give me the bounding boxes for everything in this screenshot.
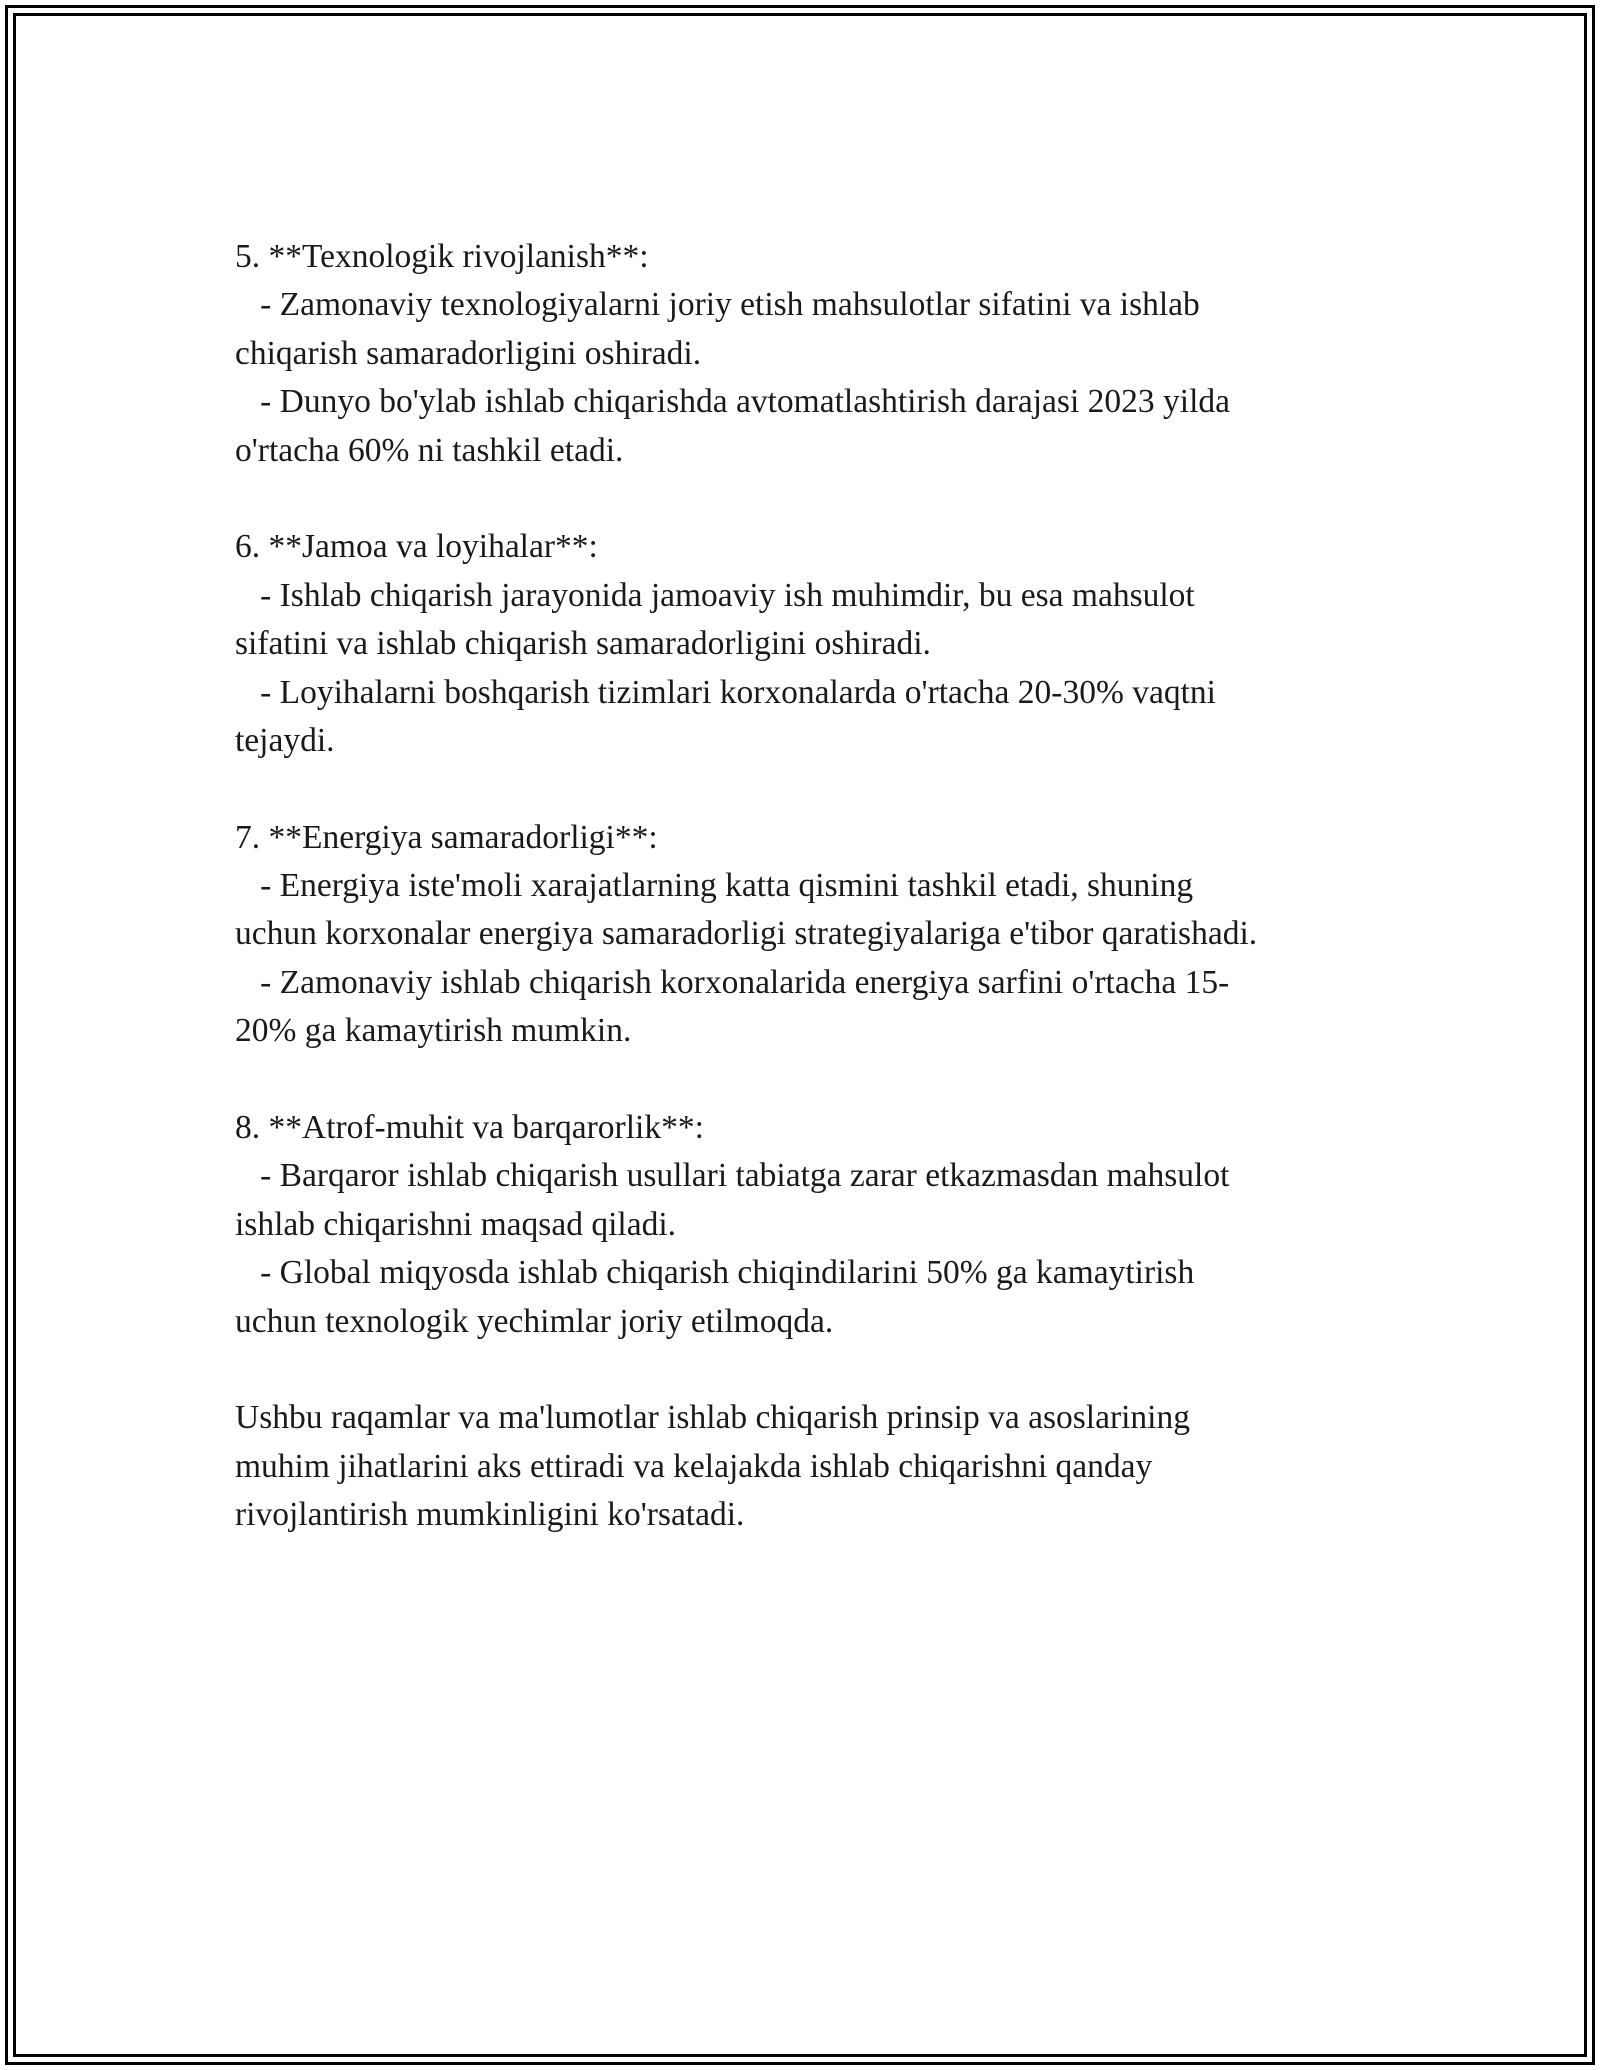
paragraph-gap <box>235 765 1375 813</box>
section-line: - Loyihalarni boshqarish tizimlari korxonalarda o'rtacha 20-30% vaqtni <box>235 673 1216 711</box>
section-line: - Zamonaviy texnologiyalarni joriy etish mahsulotlar sifatini va ishlab <box>235 286 1200 324</box>
section-5 <box>235 233 1375 475</box>
section-line: - Barqaror ishlab chiqarish usullari tabiatga zarar etkazmasdan mahsulot <box>235 1157 1230 1195</box>
section-line: 20% ga kamaytirish mumkin. <box>235 1012 632 1050</box>
paragraph-gap <box>235 475 1375 523</box>
section-line: o'rtacha 60% ni tashkil etadi. <box>235 431 624 469</box>
section-line: - Zamonaviy ishlab chiqarish korxonalarida energiya sarfini o'rtacha 15- <box>235 963 1230 1001</box>
section-line: chiqarish samaradorligini oshiradi. <box>235 334 702 372</box>
section-line: uchun texnologik yechimlar joriy etilmoqda. <box>235 1302 834 1340</box>
section-line: - Global miqyosda ishlab chiqarish chiqindilarini 50% ga kamaytirish <box>235 1254 1195 1292</box>
section-6 <box>235 523 1375 765</box>
paragraph-gap <box>235 1346 1375 1394</box>
section-line: ishlab chiqarishni maqsad qiladi. <box>235 1205 676 1243</box>
section-7 <box>235 814 1375 1056</box>
section-heading: 7. **Energiya samaradorligi**: <box>235 818 658 856</box>
conclusion-line: Ushbu raqamlar va ma'lumotlar ishlab chiqarish prinsip va asoslarining <box>235 1399 1190 1437</box>
section-line: uchun korxonalar energiya samaradorligi strategiyalariga e'tibor qaratishadi. <box>235 915 1258 953</box>
conclusion-line: muhim jihatlarini aks ettiradi va kelajakda ishlab chiqarishni qanday <box>235 1447 1153 1485</box>
conclusion-paragraph <box>235 1394 1375 1539</box>
paragraph-gap <box>235 1056 1375 1104</box>
section-line: tejaydi. <box>235 721 335 759</box>
section-heading: 8. **Atrof-muhit va barqarorlik**: <box>235 1109 704 1147</box>
section-heading: 6. **Jamoa va loyihalar**: <box>235 528 598 566</box>
section-line: - Dunyo bo'ylab ishlab chiqarishda avtomatlashtirish darajasi 2023 yilda <box>235 383 1231 421</box>
section-8 <box>235 1104 1375 1346</box>
section-line: - Ishlab chiqarish jarayonida jamoaviy ish muhimdir, bu esa mahsulot <box>235 576 1195 614</box>
conclusion-line: rivojlantirish mumkinligini ko'rsatadi. <box>235 1496 745 1534</box>
document-body <box>235 233 1375 1540</box>
section-line: - Energiya iste'moli xarajatlarning katta qismini tashkil etadi, shuning <box>235 867 1194 905</box>
section-line: sifatini va ishlab chiqarish samaradorligini oshiradi. <box>235 625 931 663</box>
section-heading: 5. **Texnologik rivojlanish**: <box>235 238 649 275</box>
